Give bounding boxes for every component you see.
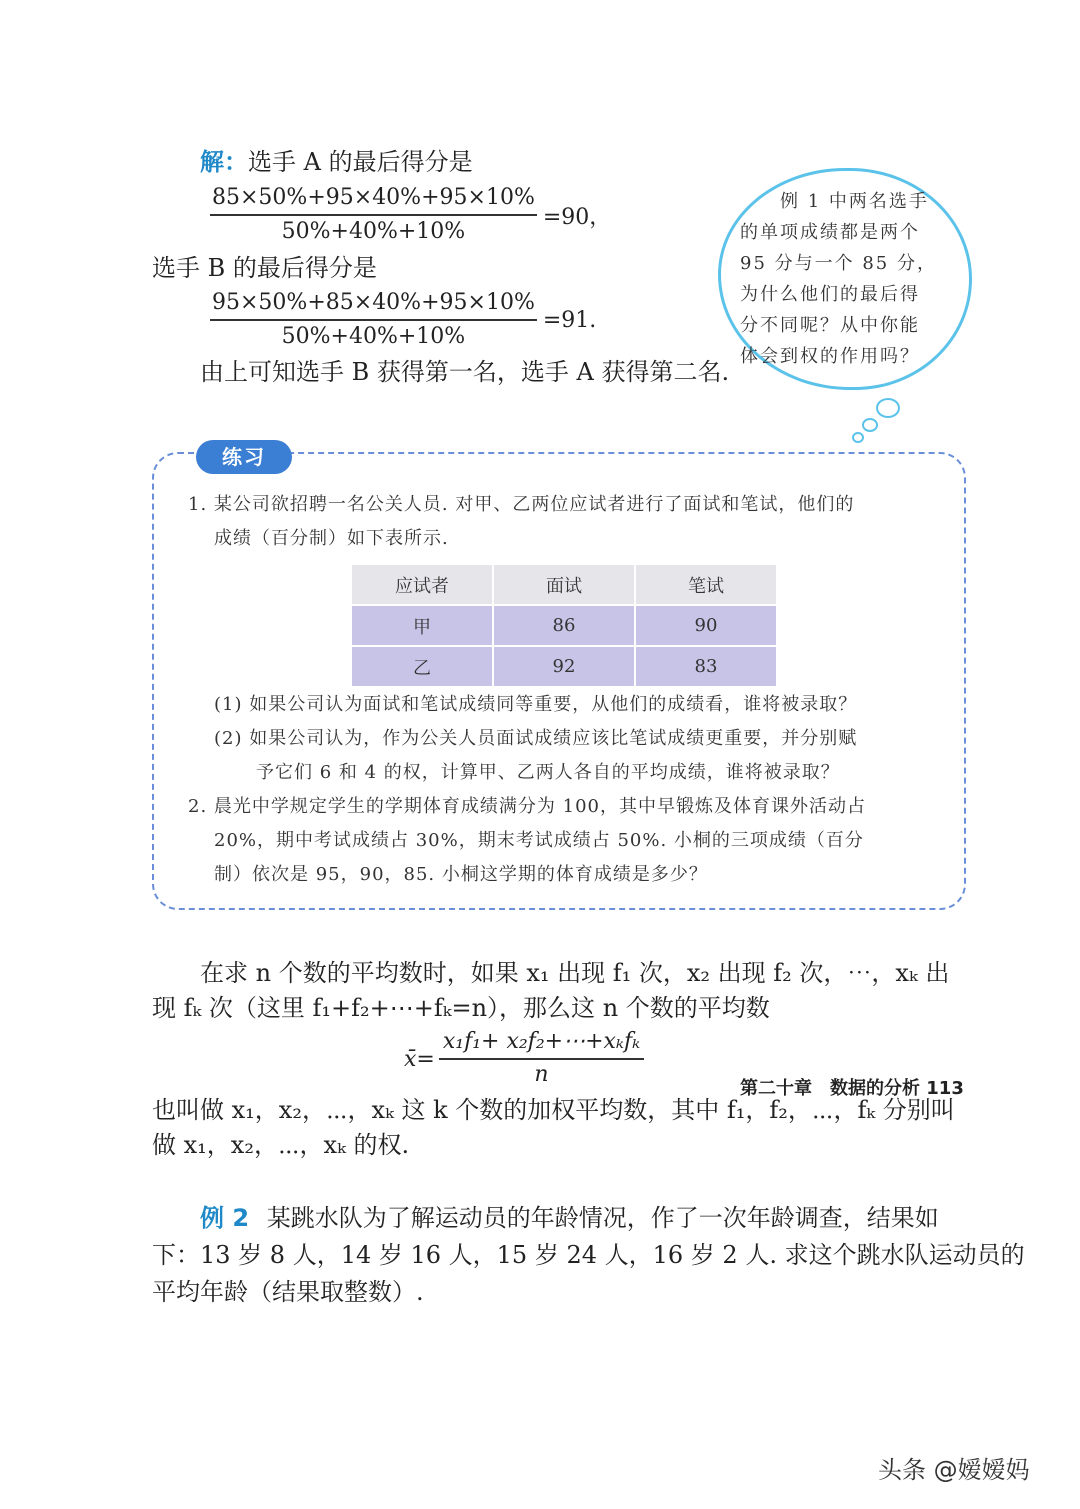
definition-line3: 也叫做 x₁，x₂，⋯，xₖ 这 k 个数的加权平均数，其中 f₁，f₂，⋯，fₖ 分别叫 xyxy=(152,1096,955,1124)
practice-q1-line1: 1. 某公司欲招聘一名公关人员. 对甲、乙两位应试者进行了面试和笔试，他们的 xyxy=(188,494,855,515)
fraction-b-denominator: 50%+40%+10% xyxy=(281,324,466,349)
table-cell: 92 xyxy=(493,646,635,687)
table-header-cell: 面试 xyxy=(493,564,635,605)
table-header-cell: 应试者 xyxy=(351,564,493,605)
fraction-b xyxy=(210,289,596,351)
solution-line-b: 选手 B 的最后得分是 xyxy=(152,254,377,282)
bubble-dot-large xyxy=(876,398,900,418)
table-cell: 83 xyxy=(635,646,777,687)
practice-q1-sub1: (1) 如果公司认为面试和笔试成绩同等重要，从他们的成绩看，谁将被录取？ xyxy=(214,694,858,715)
example2-label: 例 2 xyxy=(200,1204,250,1232)
weighted-mean-formula xyxy=(404,1028,644,1090)
solution-label: 解： xyxy=(200,148,248,176)
bubble-dot-medium xyxy=(862,418,878,432)
solution-line-a: 解：选手 A 的最后得分是 xyxy=(200,148,473,176)
example2-line3: 平均年龄（结果取整数）. xyxy=(152,1278,424,1306)
fraction-b-numerator: 95×50%+85×40%+95×10% xyxy=(210,289,537,321)
table-cell: 甲 xyxy=(351,605,493,646)
definition-line2: 现 fₖ 次（这里 f₁+f₂+⋯+fₖ=n），那么这 n 个数的平均数 xyxy=(152,994,770,1022)
example2-line1: 例 2 某跳水队为了解运动员的年龄情况，作了一次年龄调查，结果如 xyxy=(200,1204,939,1232)
practice-q1-sub2-line1: (2) 如果公司认为，作为公关人员面试成绩应该比笔试成绩更重要，并分别赋 xyxy=(214,728,858,749)
table-cell: 90 xyxy=(635,605,777,646)
definition-line4: 做 x₁，x₂，⋯，xₖ 的权. xyxy=(152,1131,410,1159)
watermark: 头条 @嫒嫒妈 xyxy=(878,1456,1030,1484)
practice-q1-sub2-line2: 予它们 6 和 4 的权，计算甲、乙两人各自的平均成绩，谁将被录取？ xyxy=(256,762,840,783)
practice-tab: 练习 xyxy=(196,440,292,474)
table-row xyxy=(351,646,777,687)
fraction-a-denominator: 50%+40%+10% xyxy=(281,219,466,244)
practice-q2-line1: 2. 晨光中学规定学生的学期体育成绩满分为 100，其中早锻炼及体育课外活动占 xyxy=(188,796,866,817)
example2-line2: 下：13 岁 8 人，14 岁 16 人，15 岁 24 人，16 岁 2 人. 求这个跳水队运动员的 xyxy=(152,1241,1025,1269)
bubble-text: 例 1 中两名选手 的单项成绩都是两个 95 分与一个 85 分， 为什么他们的最后得 分不同呢？从中你能 体会到权的作用吗？ xyxy=(740,191,937,367)
practice-q2-line3: 制）依次是 95，90，85. 小桐这学期的体育成绩是多少？ xyxy=(214,864,708,885)
formula-lhs: x̄= xyxy=(404,1046,435,1072)
page-footer: 第二十章 数据的分析 113 xyxy=(740,1078,964,1099)
table-header-row xyxy=(351,564,777,605)
formula-numerator: x₁f₁+ x₂f₂+⋯+xₖfₖ xyxy=(439,1028,644,1060)
table-cell: 86 xyxy=(493,605,635,646)
fraction-a xyxy=(210,184,611,246)
scores-table xyxy=(350,563,778,688)
table-header-cell: 笔试 xyxy=(635,564,777,605)
practice-q2-line2: 20%，期中考试成绩占 30%，期末考试成绩占 50%. 小桐的三项成绩（百分 xyxy=(214,830,864,851)
table-row xyxy=(351,605,777,646)
solution-conclusion: 由上可知选手 B 获得第一名，选手 A 获得第二名. xyxy=(200,358,730,386)
formula-denominator: n xyxy=(534,1062,549,1087)
fraction-b-result: =91. xyxy=(542,307,597,333)
fraction-a-result: =90， xyxy=(542,204,612,230)
table-cell: 乙 xyxy=(351,646,493,687)
fraction-a-numerator: 85×50%+95×40%+95×10% xyxy=(210,184,537,216)
definition-line1: 在求 n 个数的平均数时，如果 x₁ 出现 f₁ 次，x₂ 出现 f₂ 次，⋯，xₖ 出 xyxy=(200,959,950,987)
bubble-dot-small xyxy=(852,432,864,443)
practice-q1-line2: 成绩（百分制）如下表所示. xyxy=(214,528,449,549)
